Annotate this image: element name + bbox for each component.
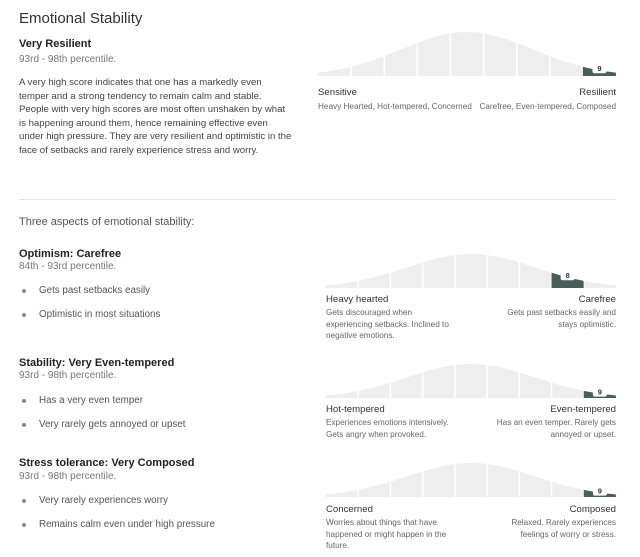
distribution-curve: [318, 32, 616, 76]
stability-distribution-chart: [326, 362, 616, 398]
aspect-percentile: 93rd - 98th percentile.: [19, 370, 117, 381]
main-percentile: 93rd - 98th percentile.: [19, 54, 117, 65]
score-value: 8: [565, 271, 570, 281]
list-item: Very rarely experiences worry: [19, 495, 168, 506]
section-title: Emotional Stability: [19, 10, 143, 27]
list-item: Has a very even temper: [19, 395, 143, 406]
main-low-desc: Heavy Hearted, Hot-tempered, Concerned: [318, 102, 472, 111]
aspect-name: Stability:: [19, 357, 66, 369]
list-item: Optimistic in most situations: [19, 309, 160, 320]
aspect-high-label: Carefree: [578, 294, 616, 305]
main-description: A very high score indicates that one has a markedly even temper and a strong tendency to remain calm and stable. People with very high scores are most often unshaken by what is happening around them, hence remaining effective even under high pressure. They are very resilient and optimistic in the face of setbacks and rarely experience stress and worry.: [19, 77, 292, 156]
aspect-low-desc: Gets discouraged when experiencing setbacks. Inclined to negative emotions.: [326, 308, 449, 340]
aspect-percentile: 84th - 93rd percentile.: [19, 261, 117, 272]
bullet-icon: [22, 313, 26, 317]
bullet-icon: [22, 523, 26, 527]
aspect-name: Optimism:: [19, 248, 74, 260]
aspect-high-desc: Has an even temper. Rarely gets annoyed or upset.: [496, 418, 616, 439]
distribution-curve: [326, 463, 616, 497]
optimism-distribution-chart: [326, 252, 616, 288]
aspect-high-desc: Relaxed. Rarely experiences feelings of worry or stress.: [511, 518, 616, 539]
aspect-low-label: Heavy hearted: [326, 294, 389, 305]
main-level: Very Resilient: [19, 38, 92, 50]
aspect-level: Very Even-tempered: [68, 357, 175, 369]
aspect-title-optimism: [19, 248, 121, 260]
aspect-level: Very Composed: [111, 457, 195, 469]
main-high-label: Resilient: [579, 87, 616, 98]
aspect-low-desc: Worries about things that have happened or might happen in the future.: [326, 518, 447, 550]
main-low-label: Sensitive: [318, 87, 357, 98]
stress-tolerance-distribution-chart: [326, 461, 616, 497]
main-distribution-chart: [318, 30, 616, 76]
score-value: 9: [597, 486, 602, 496]
aspect-high-label: Even-tempered: [550, 404, 616, 415]
aspect-low-label: Hot-tempered: [326, 404, 385, 415]
main-high-desc: Carefree, Even-tempered, Composed: [479, 102, 616, 111]
aspect-name: Stress tolerance:: [19, 457, 109, 469]
score-value: 9: [597, 387, 602, 397]
bullet-icon: [22, 423, 26, 427]
aspect-level: Carefree: [76, 248, 122, 260]
list-item: Very rarely gets annoyed or upset: [19, 419, 186, 430]
distribution-curve: [326, 364, 616, 398]
aspect-title-stability: [19, 357, 174, 369]
bullet-icon: [22, 289, 26, 293]
bullet-icon: [22, 399, 26, 403]
list-item: Remains calm even under high pressure: [19, 519, 215, 530]
score-value: 9: [597, 64, 602, 74]
aspect-high-desc: Gets past setbacks easily and stays optimistic.: [507, 308, 616, 329]
aspect-title-stress-tolerance: [19, 457, 194, 469]
list-item: Gets past setbacks easily: [19, 285, 150, 296]
aspect-high-label: Composed: [569, 504, 616, 515]
bullet-icon: [22, 499, 26, 503]
aspects-heading: Three aspects of emotional stability:: [19, 216, 195, 228]
section-divider: [19, 199, 616, 200]
aspect-low-desc: Experiences emotions intensively. Gets angry when provoked.: [326, 418, 449, 439]
aspect-percentile: 93rd - 98th percentile.: [19, 471, 117, 482]
aspect-low-label: Concerned: [326, 504, 373, 515]
